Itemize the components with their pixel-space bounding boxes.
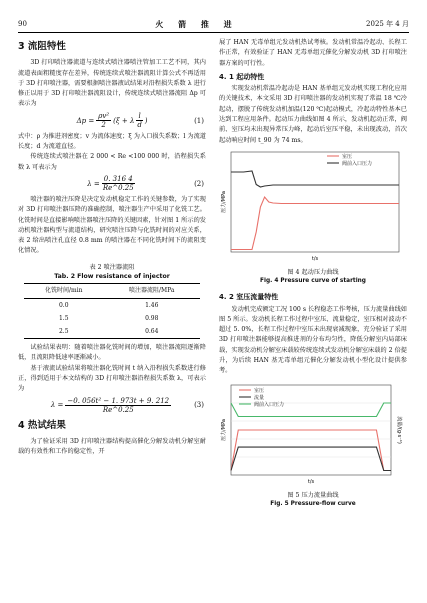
figure-5-caption-cn: 图 5 压力流量曲线 bbox=[287, 491, 339, 499]
y-axis-label: 压力/MPa bbox=[221, 191, 227, 213]
pressure-flow-chart bbox=[219, 381, 407, 487]
series-line bbox=[231, 171, 399, 187]
table-row: 1.5 0.98 bbox=[58, 315, 159, 323]
figure-5 bbox=[219, 381, 407, 491]
legend-label: 阀前入口压力 bbox=[254, 401, 285, 408]
paragraph: 试验结果表明：随着喷注器化铣时间的增加，喷注器流阻逐渐降低，且流阻降低速率逐渐减小。 bbox=[18, 344, 206, 362]
subsection-4-1-title: 4. 1 起动特性 bbox=[219, 72, 265, 81]
paragraph: 展了 HAN 无毒单组元发动机热试考核。发动机常温冷起动、长程工作正常，有效验证了 HAN 无毒单组元催化分解发动机 3D 打印喷注器方案的可行性。 bbox=[219, 39, 407, 67]
figure-4-caption-en: Fig. 4 Pressure curve of starting bbox=[260, 278, 366, 285]
legend-label: 室压 bbox=[342, 153, 353, 160]
equation-number: (2) bbox=[194, 179, 204, 188]
table-header: 化铣时间/min bbox=[24, 283, 104, 298]
left-column bbox=[18, 38, 206, 457]
x-axis-label: t/s bbox=[307, 478, 315, 485]
section-3-title: 3 流阻特性 bbox=[18, 41, 66, 52]
section-4-title: 4 热试结果 bbox=[18, 419, 66, 431]
figure-4 bbox=[219, 146, 407, 268]
paragraph: 传统连续式喷注器在 2 000 < Re <100 000 时，沿程损失系数 λ 可表示为 bbox=[18, 153, 206, 171]
issue-date: 2025 年 4 月 bbox=[366, 20, 409, 28]
legend-label: 室压 bbox=[254, 387, 265, 394]
header-rule bbox=[18, 32, 409, 33]
series-line bbox=[231, 430, 391, 471]
figure-5-caption-en: Fig. 5 Pressure-flow curve bbox=[270, 500, 356, 507]
flow-resistance-table bbox=[24, 283, 200, 339]
start-pressure-chart bbox=[219, 146, 407, 264]
equation-number: (1) bbox=[194, 116, 204, 125]
legend-label: 阀前入口压力 bbox=[342, 160, 373, 167]
table-row: 2.5 0.64 bbox=[24, 325, 200, 339]
paragraph: 3D 打印喷注器流道与连续式喷注器喷注管加工工艺不同，其内流道表面粗糙度存在差异，传统连续式喷注器流阻计算公式不再适用于 3D 打印喷注器，需要根据喷注器液试结果对沿程损失系数 λ 进行修正以用于 3D 打印喷注器流阻设计，传统连续式喷注器流阻 Δp 可表示为 bbox=[18, 59, 206, 108]
page-header bbox=[18, 18, 409, 30]
journal-title: 火 箭 推 进 bbox=[155, 18, 238, 29]
equation-1: Δp = $\frac{\text{ρv²}}{2}$ (ξ + λ $\frac{l}{d}$ ) (1) bbox=[76, 112, 204, 130]
y2-axis-label: 流量/(g·s⁻¹) bbox=[396, 415, 402, 444]
table-caption-en: Tab. 2 Flow resistance of injector bbox=[54, 272, 170, 280]
table-caption-cn: 表 2 喷注器流阻 bbox=[89, 263, 135, 271]
series-line bbox=[231, 197, 399, 250]
x-axis-label: t/s bbox=[311, 255, 319, 262]
y-axis-label: 压力/MPa bbox=[221, 418, 227, 441]
paragraph: 实现发动机常温冷起动是 HAN 基单组元发动机实现工程化应用的关键技术，本文采用 3D 打印喷注器的发动机实现了常温 18 ℃冷起动，摆脱了传统发动机加温(120 ℃)起动模式，冷起动特性基本已达到工程应用条件。起动压力曲线如图 4 所示，发动机起动正常，阀前、室压均未出现异常压力峰，起动后室压平稳，未出现波动，首次起动响应时间 t_90 为 74 ms。 bbox=[219, 85, 407, 144]
page-number: 90 bbox=[18, 20, 27, 28]
paragraph: 喷注器的喷注压降是决定发动机稳定工作的关键参数，为了实现对 3D 打印喷注器压降的准确控制，喷注器生产中采用了化铣工艺。化铣时间是直接影响喷注器喷注压降的关键因素，针对图 1 所示的发动机喷注器构型与流道结构，研究喷注压降与化铣时间的对应关系，表 2 给出喷注孔直径 0.8 mm 的喷注器在不同化铣时间下的流阻变化情况。 bbox=[18, 195, 206, 255]
table-row: 0.0 1.46 bbox=[58, 302, 159, 310]
subsection-4-2-title: 4. 2 室压流量特性 bbox=[219, 293, 279, 302]
equation-3: λ = $\frac{\text{−0. 056t² − 1. 973t + 9. 212}}{Re\^{}0.25}$ (3) bbox=[50, 397, 204, 415]
paragraph: 式中：ρ 为推进剂密度；v 为流体速度；ξ 为入口损失系数；l 为流道长度；d 为流道直径。 bbox=[18, 132, 206, 151]
series-line bbox=[231, 447, 391, 470]
paragraph: 基于液流试验结果将喷注器化铣时间 t 纳入沿程损失系数进行修正，得到适用于本文结构的 3D 打印喷注器沿程损失系数 λ，可表示为 bbox=[18, 364, 206, 393]
equation-2: λ = $\frac{0. 316 4}{Re\^{}0.25}$ (2) bbox=[87, 175, 204, 193]
legend-label: 流量 bbox=[254, 394, 265, 401]
paragraph: 发动机完成额定工况 100 s 长程稳态工作考核，压力流量曲线如图 5 所示。发动机长程工作过程中室压、流量稳定，室压相对波动不超过 5. 0%，长程工作过程中室压未出现衰减现象，充分验证了采用 3D 打印喷注器能够提高推进剂的分布均匀性，降低分解室内局部床载，实现发动机分解室床载较传统连续式发动机分解室床载的 2 倍提升，为后续 HAN 基无毒单组元催化分解发动机小型化设计提供参考。 bbox=[219, 305, 407, 375]
equation-number: (3) bbox=[194, 401, 204, 410]
paragraph: 为了验证采用 3D 打印喷注器结构提高催化分解发动机分解室耐载的有效性和工作的稳定性，开 bbox=[18, 437, 206, 456]
right-column bbox=[219, 38, 407, 509]
table-header: 喷注器流阻/MPa bbox=[104, 283, 201, 298]
plot-frame bbox=[231, 152, 399, 252]
figure-4-caption-cn: 图 4 起动压力曲线 bbox=[287, 269, 339, 277]
